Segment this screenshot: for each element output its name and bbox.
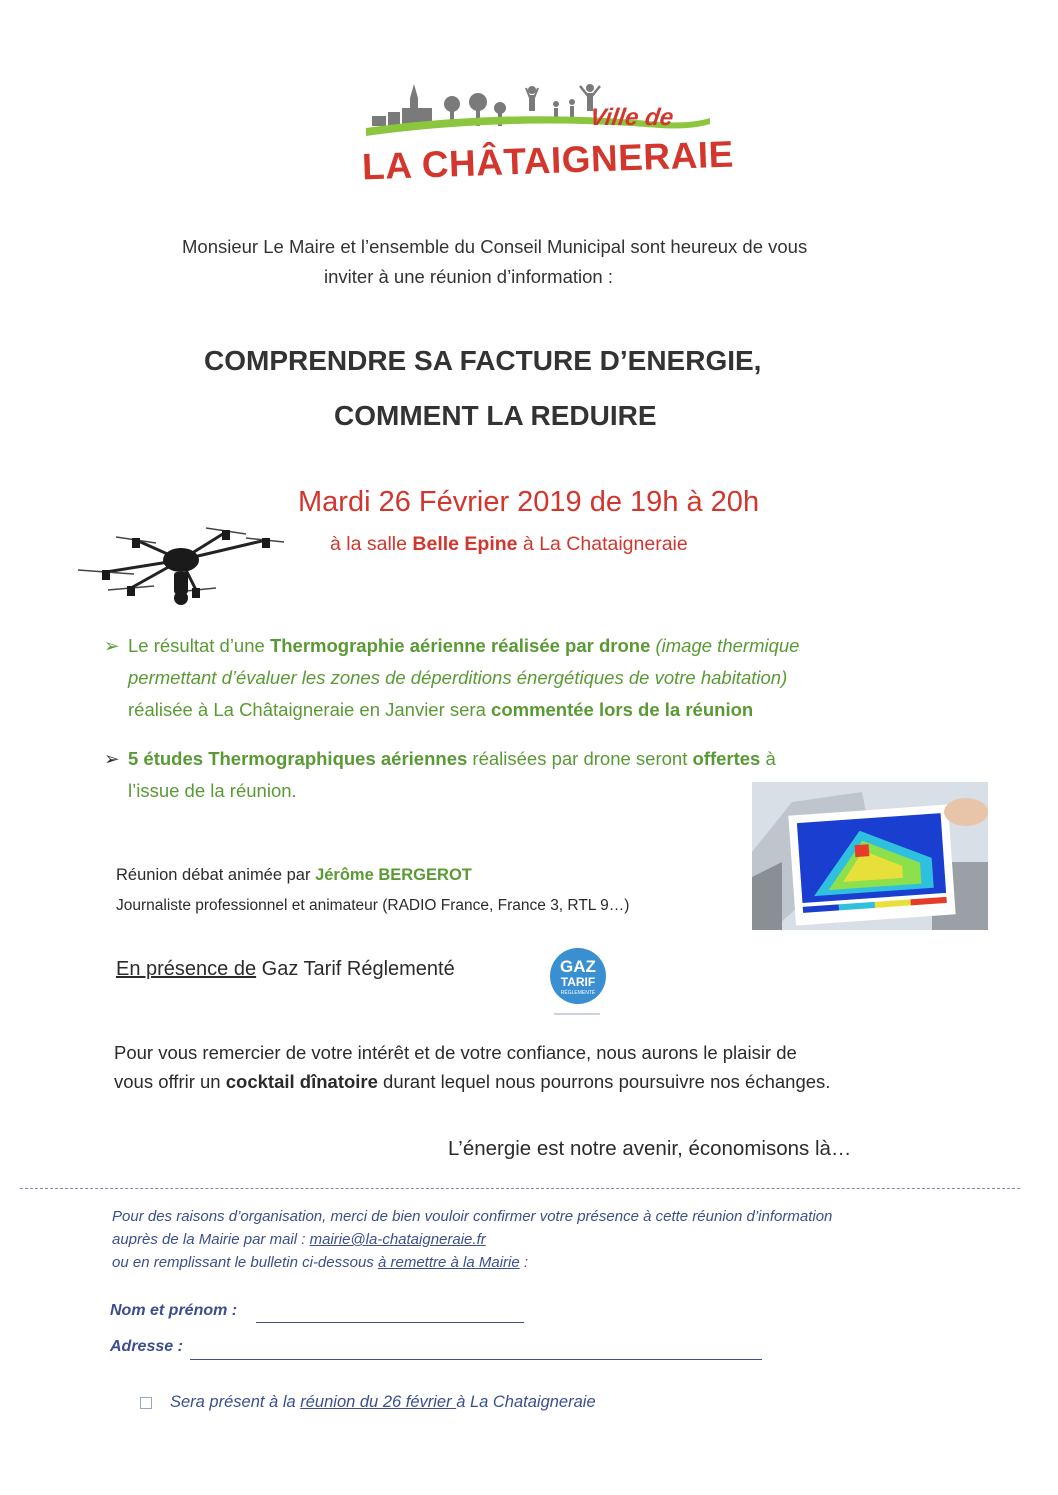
bullet1-text-2: Thermographie aérienne réalisée par drone xyxy=(269,635,651,656)
thermal-image-photo xyxy=(752,782,988,930)
intro-line-2: inviter à une réunion d’information : xyxy=(324,266,613,287)
bullet1-text-5: réalisée à La Châtaigneraie en Janvier sera xyxy=(128,699,492,720)
logo-city-name: LA CHÂTAIGNERAIE xyxy=(361,133,735,188)
presence-checkbox[interactable] xyxy=(140,1397,152,1409)
arrow-bullet-icon: ➢ xyxy=(104,635,120,656)
thanks-line-1: Pour vous remercier de votre intérêt et de votre confiance, nous aurons le plaisir de xyxy=(114,1042,797,1063)
gaz-logo-text-2: TARIF xyxy=(560,975,596,989)
event-date: Mardi 26 Février 2019 de 19h à 20h xyxy=(298,486,760,518)
bullet1-text-3: (image thermique xyxy=(650,635,800,656)
bullet1-line-3 xyxy=(104,694,934,726)
bullet2-text-2: réalisées par drone seront xyxy=(467,748,693,769)
thanks-text-c: durant lequel nous pourrons poursuivre nos échanges. xyxy=(377,1071,831,1092)
gaz-tarif-logo xyxy=(540,946,616,1020)
bullet1-line-2: permettant d’évaluer les zones de déperditions énergétiques de votre habitation) xyxy=(128,667,788,688)
event-venue xyxy=(330,533,688,556)
logo-ville-text: Ville de xyxy=(588,104,676,131)
adresse-label: Adresse : xyxy=(110,1338,183,1355)
bullet-thermographie xyxy=(104,630,934,726)
nom-prenom-label: Nom et prénom : xyxy=(110,1302,238,1319)
check-text-b: à La Chataigneraie xyxy=(456,1393,596,1411)
check-text-underline: réunion du 26 février xyxy=(300,1393,457,1411)
mairie-email-link[interactable]: mairie@la-chataigneraie.fr xyxy=(309,1231,486,1248)
animateur-name: Jérôme BERGEROT xyxy=(315,866,472,884)
title-line-2: COMMENT LA REDUIRE xyxy=(334,400,657,431)
bullet1-text-1: Le résultat d’une xyxy=(128,635,270,656)
arrow-bullet-icon: ➢ xyxy=(104,748,120,769)
form-note-2 xyxy=(112,1231,486,1248)
presence-prefix: En présence de xyxy=(116,958,257,980)
check-text-a: Sera présent à la xyxy=(170,1393,301,1411)
title-line-1: COMPRENDRE SA FACTURE D’ENERGIE, xyxy=(204,345,762,376)
bullet2-text-1: 5 études Thermographiques aériennes xyxy=(128,748,468,769)
venue-prefix: à la salle xyxy=(330,533,413,555)
venue-name: Belle Epine xyxy=(412,533,518,555)
bullet1-text-6: commentée lors de la réunion xyxy=(491,699,754,720)
thanks-cocktail: cocktail dînatoire xyxy=(225,1071,378,1092)
thanks-line-2 xyxy=(114,1071,830,1093)
animateur-role: Journaliste professionnel et animateur (RADIO France, France 3, RTL 9…) xyxy=(116,897,630,914)
bullet2-text-4: à xyxy=(760,748,776,769)
motto: L’énergie est notre avenir, économisons là… xyxy=(448,1137,852,1160)
bullet2-text-3: offertes xyxy=(692,748,761,769)
presence-line xyxy=(116,958,455,981)
dashed-cut-line xyxy=(20,1188,1020,1189)
drone-icon xyxy=(76,510,286,620)
debat-animateur xyxy=(116,866,472,885)
presence-checkbox-label xyxy=(170,1393,596,1412)
bullet2-line-1 xyxy=(104,743,934,775)
form-note-3 xyxy=(112,1254,528,1271)
thanks-text-a: vous offrir un xyxy=(114,1071,226,1092)
form-note-1: Pour des raisons d’organisation, merci de bien vouloir confirmer votre présence à cette réunion d’information xyxy=(112,1208,833,1225)
debat-prefix: Réunion débat animée par xyxy=(116,866,316,884)
bullet1-line-1 xyxy=(104,630,934,662)
bullet2-line-2: l’issue de la réunion. xyxy=(128,780,297,801)
intro-line-1: Monsieur Le Maire et l’ensemble du Conseil Municipal sont heureux de vous xyxy=(182,236,808,257)
nom-prenom-field[interactable] xyxy=(256,1322,524,1323)
adresse-field[interactable] xyxy=(190,1359,762,1360)
gaz-logo-text-1: GAZ xyxy=(560,957,596,976)
gaz-logo-text-3: RÉGLEMENTÉ xyxy=(560,990,596,996)
presence-company: Gaz Tarif Réglementé xyxy=(256,958,455,980)
form-note-3-underline: à remettre à la Mairie xyxy=(377,1254,520,1271)
form-note-3-text: ou en remplissant le bulletin ci-dessous xyxy=(112,1254,378,1271)
people-silhouette-icon xyxy=(526,84,600,120)
venue-suffix: à La Chataigneraie xyxy=(517,533,688,555)
form-note-3-end: : xyxy=(519,1254,529,1271)
form-note-2-text: auprès de la Mairie par mail : xyxy=(112,1231,310,1248)
